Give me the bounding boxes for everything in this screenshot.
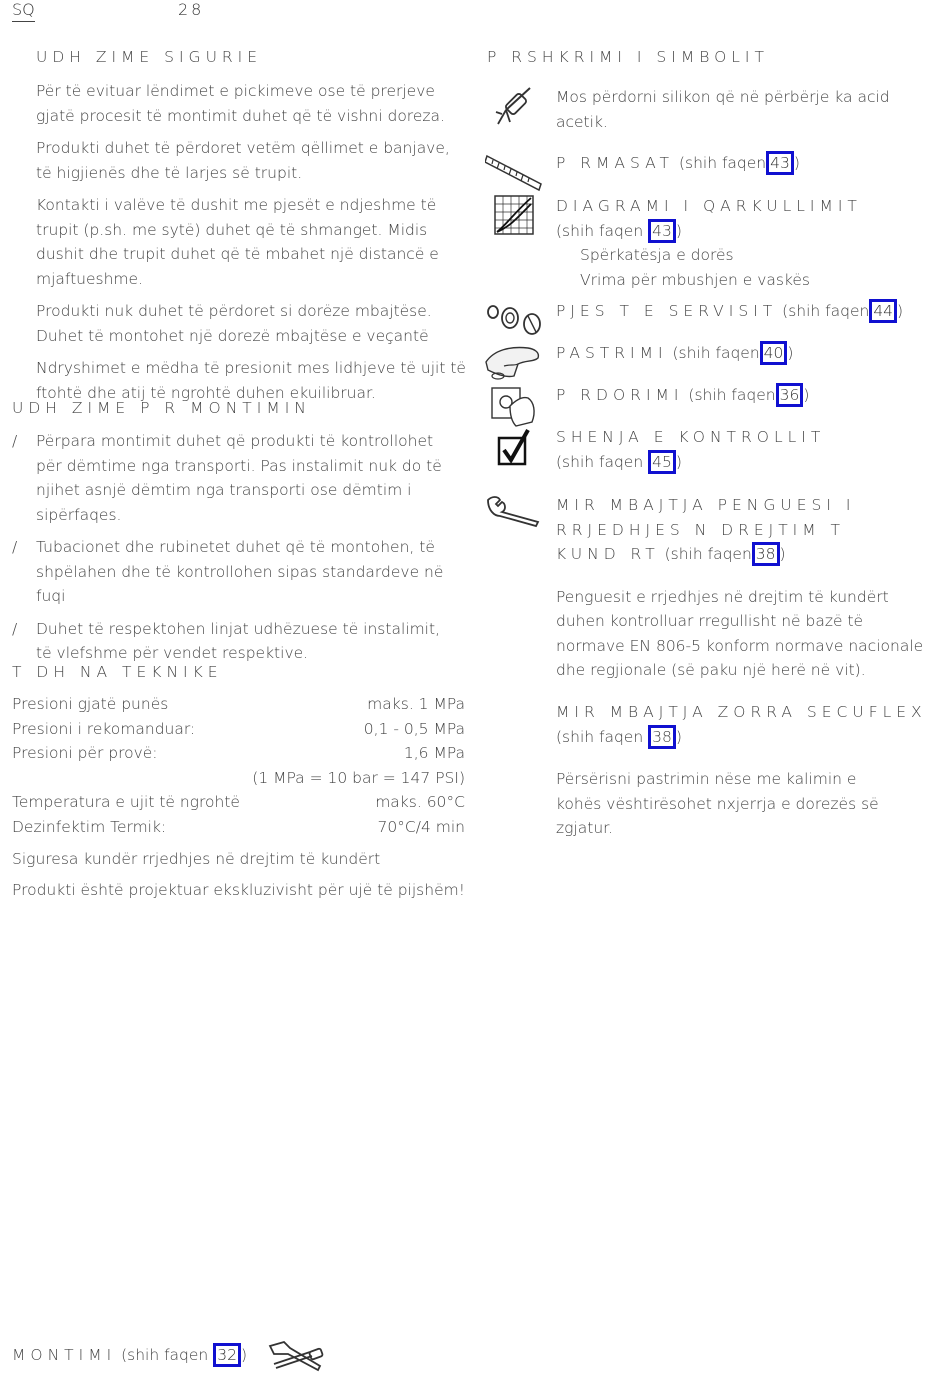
cleaning-line	[556, 341, 793, 365]
drinking-water-note: Produkti është projektuar ekskluzivisht për ujë të pijshëm!	[12, 881, 465, 899]
ref-close: )	[675, 221, 682, 240]
safety-paragraph: Produkti duhet të përdoret vetëm qëllimet e banjave, të higjienës dhe të larjes së trupit.	[36, 139, 450, 182]
tools-icon	[266, 1336, 326, 1380]
montimi-heading: MONTIMI	[12, 1346, 117, 1364]
backflow-ref: (shih faqen	[664, 545, 752, 563]
safety-heading: UDH ZIME SIGURIE	[36, 48, 263, 66]
backflow-block	[556, 493, 936, 683]
secuflex-ref: (shih faqen	[556, 727, 644, 746]
ref-close: )	[675, 727, 682, 746]
wrench-icon	[484, 494, 544, 532]
operation-line	[556, 383, 809, 407]
ruler-icon	[485, 150, 543, 198]
montimi-ref: (shih faqen	[121, 1346, 209, 1364]
list-item	[12, 429, 452, 527]
symbols-heading: P RSHKRIMI I SIMBOLIT	[487, 48, 769, 66]
tech-value: maks. 60°C	[375, 793, 465, 811]
tech-row	[12, 790, 465, 815]
spare-parts-page-link[interactable]: 44	[869, 299, 897, 323]
dimensions-heading: P RMASAT	[556, 154, 675, 172]
tech-row	[12, 741, 465, 766]
tech-value: 0,1 - 0,5 MPa	[363, 719, 465, 738]
montimi-line	[12, 1343, 247, 1367]
tech-label: Temperatura e ujit të ngrohtë	[12, 793, 240, 811]
flow-diagram-ref: (shih faqen	[556, 221, 644, 240]
secuflex-block	[556, 700, 936, 841]
dimensions-line	[556, 151, 800, 175]
spare-parts-ref: (shih faqen	[782, 302, 870, 320]
assembly-notes-list	[12, 429, 452, 674]
silicone-text: Mos përdorni silikon që në përbërje ka acid acetik.	[556, 88, 890, 131]
cleaning-ref: (shih faqen	[672, 344, 760, 362]
safety-paragraph: Ndryshimet e mëdha të presionit mes lidhjeve të ujit të ftohtë dhe atij të ngrohtë duhen ekuilibruar.	[36, 359, 466, 402]
bullet-mark: /	[12, 538, 18, 556]
ref-close: )	[787, 344, 794, 362]
test-mark-block	[556, 425, 825, 474]
backflow-page-link[interactable]: 38	[752, 542, 780, 566]
montimi-page-link[interactable]: 32	[213, 1343, 241, 1367]
list-item	[12, 617, 452, 666]
cleaning-hand-icon	[484, 340, 544, 384]
backflow-ref-line	[556, 542, 936, 567]
tech-label: Dezinfektim Termik:	[12, 817, 167, 836]
secuflex-text: Përsërisni pastrimin nëse me kalimin e kohës vështirësohet nxjerrja e dorezës së zgjatur.	[556, 770, 879, 837]
ref-close: )	[675, 452, 682, 471]
backflow-heading: MIR MBAJTJA PENGUESI I	[556, 496, 856, 514]
tech-value: 1,6 MPa	[403, 744, 465, 762]
backflow-text: Penguesit e rrjedhjes në drejtim të kundërt duhen kontrolluar rregullisht në bazë të normave EN 806-5 konform normave nacionale dhe regjionale (së paku një herë në vit).	[556, 587, 924, 679]
tech-value: (1 MPa = 10 bar = 147 PSI)	[252, 768, 465, 787]
flow-diagram-page-link[interactable]: 43	[648, 219, 676, 243]
tech-row	[12, 815, 465, 840]
assembly-notes-heading: UDH ZIME P R MONTIMIN	[12, 399, 311, 417]
bullet-mark: /	[12, 432, 18, 450]
tech-row	[12, 692, 465, 717]
tech-table	[12, 692, 465, 839]
test-mark-ref-line	[556, 450, 825, 475]
flow-diagram-block	[556, 194, 916, 292]
secuflex-heading: MIR MBAJTJA ZORRA SECUFLEX	[556, 703, 927, 721]
silicone-gun-icon	[492, 84, 536, 132]
spare-parts-icon	[484, 300, 544, 344]
dimensions-ref: (shih faqen	[678, 154, 767, 172]
bullet-mark: /	[12, 619, 18, 638]
list-item-text: Duhet të respektohen linjat udhëzuese të instalimit, të vlefshme për vendet respektive.	[36, 619, 440, 662]
safety-paragraph: Për të evituar lëndimet e pickimeve ose të prerjeve gjatë procesit të montimit duhet që të vishni doreza.	[36, 82, 445, 125]
ref-close: )	[240, 1346, 247, 1364]
tech-label: Presioni gjatë punës	[12, 695, 169, 713]
secuflex-ref-line	[556, 725, 936, 750]
ref-close: )	[793, 154, 800, 172]
flow-diagram-icon	[493, 194, 535, 240]
safety-text	[36, 79, 468, 413]
flow-diagram-ref-line	[556, 219, 916, 244]
backflow-heading: RRJEDHJES N DREJTIM T	[556, 520, 846, 539]
ref-close: )	[897, 302, 904, 320]
tech-value: maks. 1 MPa	[367, 695, 465, 713]
ref-close: )	[779, 545, 786, 563]
tech-heading: T DH NA TEKNIKE	[12, 663, 223, 681]
operation-page-link[interactable]: 36	[776, 383, 804, 407]
safety-paragraph: Kontakti i valëve të dushit me pjesët e ndjeshme të trupit (p.sh. me sytë) duhet që të shmanget. Midis dushit dhe trupit duhet që të mbahet një distancë e mjaftueshme.	[36, 196, 439, 288]
operation-heading: P RDORIMI	[556, 386, 684, 404]
tech-row	[12, 766, 465, 791]
tech-label: Presioni për provë:	[12, 744, 158, 762]
spare-parts-heading: PJES T E SERVISIT	[556, 302, 778, 320]
list-item-text: Tubacionet dhe rubinetet duhet që të montohen, të shpëlahen dhe të kontrollohen sipas standardeve në fuqi	[36, 538, 444, 605]
bath-fill-label: Vrima për mbushjen e vaskës	[580, 270, 810, 289]
operation-hand-icon	[486, 382, 540, 432]
tech-row	[12, 717, 465, 742]
list-item-text: Përpara montimit duhet që produkti të kontrollohet për dëmtime nga transporti. Pas instalimit nuk do të njihet asnjë dëmtim nga transporti ose dëmtim i sipërfaqes.	[36, 432, 442, 524]
spare-parts-line	[556, 299, 903, 323]
backflow-heading: KUND RT	[556, 545, 660, 563]
page-number: 28	[178, 0, 205, 19]
ref-close: )	[803, 386, 810, 404]
test-mark-ref: (shih faqen	[556, 452, 644, 471]
safety-paragraph: Produkti nuk duhet të përdoret si dorëze mbajtëse. Duhet të montohet një dorezë mbajtëse e veçantë	[36, 302, 432, 345]
tech-value: 70°C/4 min	[377, 817, 465, 836]
checkbox-checked-icon	[496, 428, 532, 472]
test-mark-heading: SHENJA E KONTROLLIT	[556, 428, 826, 446]
flow-diagram-heading: DIAGRAMI I QARKULLIMIT	[556, 197, 862, 215]
cleaning-heading: PASTRIMI	[556, 344, 668, 362]
operation-ref: (shih faqen	[688, 386, 776, 404]
cleaning-page-link[interactable]: 40	[760, 341, 788, 365]
language-code: SQ	[12, 0, 35, 22]
tech-label: Presioni i rekomanduar:	[12, 719, 196, 738]
hand-shower-label: Spërkatësja e dorës	[580, 246, 734, 264]
test-mark-page-link[interactable]: 45	[648, 450, 676, 474]
backflow-note: Siguresa kundër rrjedhjes në drejtim të kundërt	[12, 850, 381, 868]
list-item	[12, 535, 452, 609]
secuflex-page-link[interactable]: 38	[648, 725, 676, 749]
dimensions-page-link[interactable]: 43	[766, 151, 794, 175]
